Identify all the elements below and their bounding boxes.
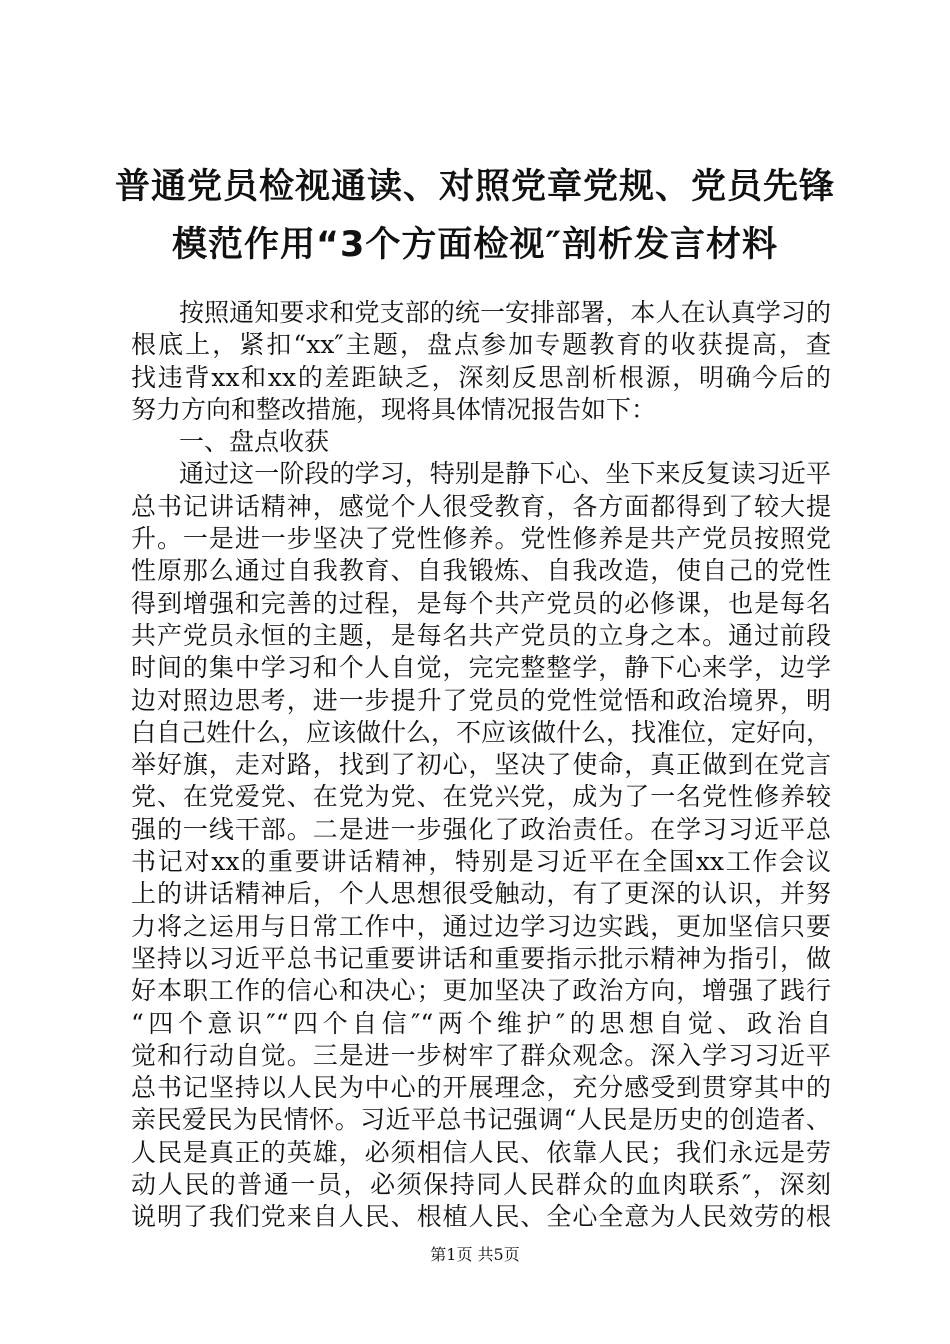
body-line: 党、在党爱党、在党为党、在党兴党，成为了一名党性修养较 (131, 782, 831, 812)
document-title (100, 158, 850, 274)
body-line: 坚持以习近平总书记重要讲话和重要指示批示精神为指引，做 (131, 943, 831, 973)
body-line: 共产党员永恒的主题，是每名共产党员的立身之本。通过前段 (131, 620, 831, 650)
body-line: 根底上，紧扣“xx″主题，盘点参加专题教育的收获提高，查 (131, 330, 831, 360)
body-line: 动人民的普通一员，必须保持同人民群众的血肉联系″，深刻 (131, 1170, 831, 1200)
section-heading: 一、盘点收获 (179, 427, 330, 457)
body-line: 好本职工作的信心和决心；更加坚决了政治方向，增强了践行 (131, 976, 831, 1006)
body-line: 总书记坚持以人民为中心的开展理念，充分感受到贯穿其中的 (131, 1073, 831, 1103)
body-line: 举好旗，走对路，找到了初心，坚决了使命，真正做到在党言 (131, 750, 831, 780)
title-line: 普通党员检视通读、对照党章党规、党员先锋 (114, 167, 835, 207)
body-line: 通过这一阶段的学习，特别是静下心、坐下来反复读习近平 (179, 459, 831, 489)
body-line: 亲民爱民为民情怀。习近平总书记强调“人民是历史的创造者、 (131, 1105, 831, 1135)
body-line: 觉和行动自觉。三是进一步树牢了群众观念。深入学习习近平 (131, 1040, 831, 1070)
body-line: 白自己姓什么，应该做什么，不应该做什么，找准位，定好向， (131, 717, 832, 747)
body-line: 强的一线干部。二是进一步强化了政治责任。在学习习近平总 (131, 814, 831, 844)
body-line: 得到增强和完善的过程，是每个共产党员的必修课，也是每名 (131, 588, 831, 618)
body-line: 边对照边思考，进一步提升了党员的党性觉悟和政治境界，明 (131, 685, 831, 715)
body-line: 时间的集中学习和个人自觉，完完整整学，静下心来学，边学 (131, 653, 831, 683)
body-line: 按照通知要求和党支部的统一安排部署，本人在认真学习的 (179, 298, 831, 327)
title-line: 模范作用“3个方面检视″剖析发言材料 (172, 225, 778, 265)
body-line: 人民是真正的英雄，必须相信人民、依靠人民；我们永远是劳 (131, 1137, 831, 1167)
body-line: 努力方向和整改措施，现将具体情况报告如下： (131, 394, 657, 424)
body-line: 上的讲话精神后，个人思想很受触动，有了更深的认识，并努 (131, 879, 831, 909)
body-line: 力将之运用与日常工作中，通过边学习边实践，更加坚信只要 (131, 911, 831, 941)
body-line: 总书记讲话精神，感觉个人很受教育，各方面都得到了较大提 (131, 491, 831, 521)
body-line: 升。一是进一步坚决了党性修养。党性修养是共产党员按照党 (131, 524, 831, 554)
page-number-footer: 第1页 共5页 (430, 1245, 520, 1264)
document-body (131, 297, 831, 1234)
body-line: 找违背xx和xx的差距缺乏，深刻反思剖析根源，明确今后的 (131, 362, 831, 392)
body-line: 说明了我们党来自人民、根植人民、全心全意为人民效劳的根 (131, 1202, 831, 1232)
body-line: “四个意识″“四个自信″“两个维护″的思想自觉、政治自 (131, 1008, 831, 1038)
body-line: 书记对xx的重要讲话精神，特别是习近平在全国xx工作会议 (131, 847, 831, 877)
body-line: 性原那么通过自我教育、自我锻炼、自我改造，使自己的党性 (131, 556, 831, 586)
